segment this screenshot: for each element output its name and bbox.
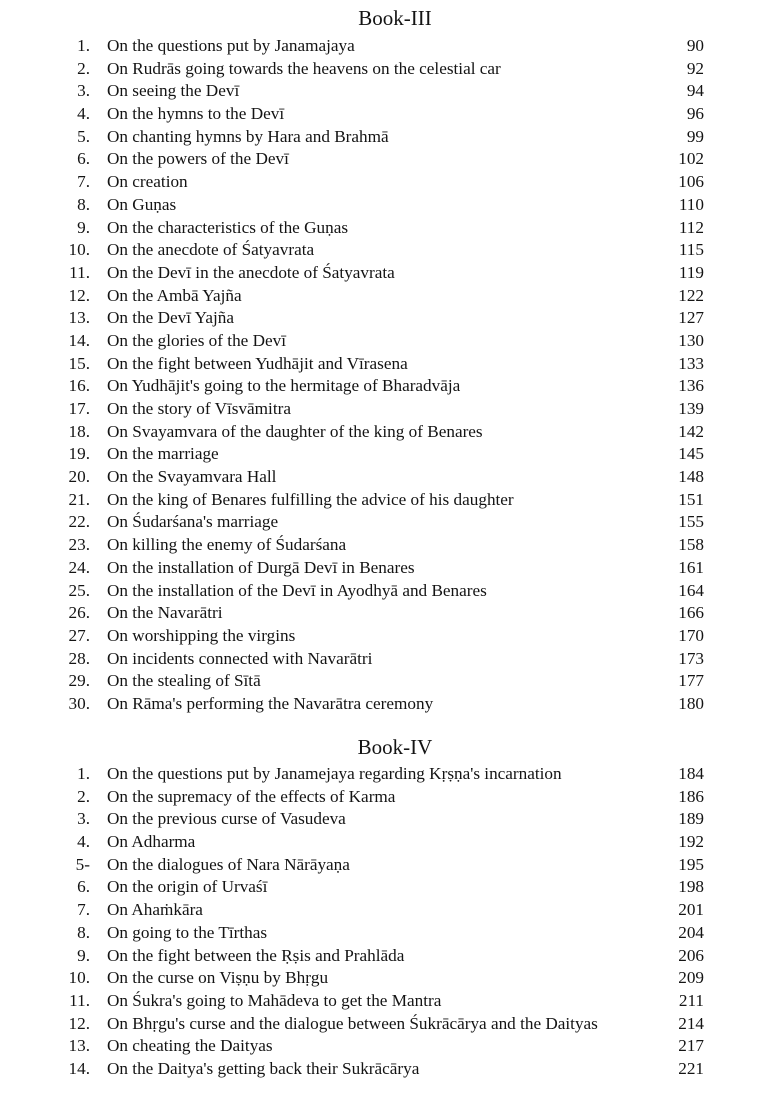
toc-entry — [0, 330, 780, 353]
entry-title: On Ahaṁkāra — [107, 900, 203, 920]
toc-entry — [0, 1035, 780, 1058]
toc-entry — [0, 353, 780, 376]
entry-number: 7. — [77, 172, 90, 192]
entry-number: 24. — [68, 557, 90, 577]
entry-title: On Śudarśana's marriage — [107, 512, 279, 532]
toc-entry — [0, 511, 780, 534]
toc-entry — [0, 217, 780, 240]
entry-title: On Yudhājit's going to the hermitage of Bharadvāja — [107, 376, 461, 396]
toc-entry — [0, 557, 780, 580]
toc-entry — [0, 148, 780, 171]
entry-page-number: 204 — [678, 922, 704, 942]
entry-title: On the Daitya's getting back their Sukrācārya — [107, 1058, 420, 1078]
entry-page-number: 161 — [678, 557, 704, 577]
entry-title: On chanting hymns by Hara and Brahmā — [107, 126, 389, 146]
toc-entry — [0, 35, 780, 58]
entry-number: 21. — [68, 489, 90, 509]
toc-entry — [0, 602, 780, 625]
entry-number: 3. — [77, 809, 90, 829]
entry-page-number: 173 — [678, 648, 704, 668]
entry-number: 6. — [77, 877, 90, 897]
toc-entry — [0, 239, 780, 262]
entry-page-number: 106 — [678, 172, 704, 192]
entry-title: On the origin of Urvaśī — [107, 877, 268, 897]
toc-entry — [0, 854, 780, 877]
entry-number: 1. — [77, 764, 90, 783]
entry-page-number: 189 — [678, 809, 704, 829]
entry-number: 9. — [77, 945, 90, 965]
entry-title: On the Svayamvara Hall — [107, 467, 277, 487]
entry-number: 5- — [75, 854, 90, 874]
toc-list — [0, 763, 780, 1081]
entry-number: 14. — [68, 1058, 90, 1078]
entry-title: On the hymns to the Devī — [107, 104, 285, 124]
entry-page-number: 127 — [678, 308, 704, 328]
entry-title: On the king of Benares fulfilling the advice of his daughter — [107, 489, 514, 509]
entry-page-number: 96 — [686, 104, 704, 124]
entry-page-number: 217 — [678, 1036, 704, 1056]
entry-number: 27. — [68, 625, 90, 645]
entry-title: On seeing the Devī — [107, 81, 240, 101]
toc-entry — [0, 534, 780, 557]
entry-page-number: 186 — [678, 786, 704, 806]
toc-entry — [0, 375, 780, 398]
entry-page-number: 136 — [678, 376, 704, 396]
entry-title: On the powers of the Devī — [107, 149, 289, 169]
entry-title: On the Navarātri — [107, 603, 223, 623]
entry-page-number: 184 — [678, 764, 704, 783]
toc-entry — [0, 398, 780, 421]
entry-title: On Rudrās going towards the heavens on the celestial car — [107, 58, 501, 78]
entry-number: 14. — [68, 330, 90, 350]
entry-number: 6. — [77, 149, 90, 169]
entry-page-number: 151 — [678, 489, 704, 509]
entry-page-number: 195 — [678, 854, 704, 874]
entry-page-number: 110 — [678, 194, 704, 214]
entry-title: On the previous curse of Vasudeva — [107, 809, 346, 829]
toc-entry — [0, 443, 780, 466]
entry-title: On Śukra's going to Mahādeva to get the Mantra — [107, 990, 442, 1010]
toc-entry — [0, 126, 780, 149]
entry-number: 29. — [68, 671, 90, 691]
entry-number: 10. — [68, 240, 90, 260]
entry-page-number: 201 — [678, 900, 704, 920]
entry-number: 9. — [77, 217, 90, 237]
entry-page-number: 166 — [678, 603, 704, 623]
toc-entry — [0, 580, 780, 603]
entry-page-number: 221 — [678, 1058, 704, 1078]
entry-title: On incidents connected with Navarātri — [107, 648, 373, 668]
entry-number: 4. — [77, 104, 90, 124]
toc-entry — [0, 945, 780, 968]
entry-title: On the installation of Durgā Devī in Benares — [107, 557, 415, 577]
entry-title: On the characteristics of the Guṇas — [107, 217, 349, 237]
entry-page-number: 206 — [678, 945, 704, 965]
entry-number: 3. — [77, 81, 90, 101]
toc-entry — [0, 831, 780, 854]
entry-page-number: 122 — [678, 285, 704, 305]
toc-entry — [0, 421, 780, 444]
entry-title: On the Devī Yajña — [107, 308, 234, 328]
toc-entry — [0, 670, 780, 693]
entry-page-number: 115 — [678, 240, 704, 260]
toc-entry — [0, 990, 780, 1013]
entry-title: On killing the enemy of Śudarśana — [107, 535, 347, 555]
entry-page-number: 142 — [678, 421, 704, 441]
entry-number: 15. — [68, 353, 90, 373]
entry-page-number: 192 — [678, 832, 704, 852]
entry-title: On the dialogues of Nara Nārāyaṇa — [107, 854, 350, 874]
toc-entry — [0, 808, 780, 831]
entry-page-number: 119 — [678, 262, 704, 282]
entry-number: 12. — [68, 285, 90, 305]
entry-number: 4. — [77, 832, 90, 852]
entry-title: On the installation of the Devī in Ayodhyā and Benares — [107, 580, 487, 600]
toc-entry — [0, 194, 780, 217]
toc-entry — [0, 58, 780, 81]
entry-title: On Adharma — [107, 832, 196, 852]
entry-number: 8. — [77, 194, 90, 214]
entry-number: 25. — [68, 580, 90, 600]
entry-title: On Rāma's performing the Navarātra ceremony — [107, 693, 434, 713]
entry-title: On the fight between Yudhājit and Vīrasena — [107, 353, 408, 373]
book-title: Book-IV — [357, 735, 433, 759]
toc-entry — [0, 876, 780, 899]
entry-page-number: 164 — [678, 580, 704, 600]
entry-page-number: 99 — [686, 126, 704, 146]
entry-page-number: 180 — [678, 693, 704, 713]
entry-title: On Bhṛgu's curse and the dialogue between Śukrācārya and the Daityas — [107, 1013, 598, 1033]
entry-page-number: 198 — [678, 877, 704, 897]
entry-title: On the supremacy of the effects of Karma — [107, 786, 396, 806]
entry-page-number: 177 — [678, 671, 704, 691]
entry-number: 20. — [68, 467, 90, 487]
toc-entry — [0, 171, 780, 194]
entry-title: On the Ambā Yajña — [107, 285, 242, 305]
entry-number: 11. — [69, 990, 90, 1010]
entry-number: 30. — [68, 693, 90, 713]
toc-entry — [0, 786, 780, 809]
entry-number: 22. — [68, 512, 90, 532]
toc-entry — [0, 489, 780, 512]
entry-number: 17. — [68, 399, 90, 418]
entry-page-number: 155 — [678, 512, 704, 532]
book-iii-section — [0, 4, 780, 716]
toc-entry — [0, 967, 780, 990]
entry-number: 13. — [68, 1036, 90, 1056]
toc-entry — [0, 103, 780, 126]
entry-title: On the glories of the Devī — [107, 330, 286, 350]
entry-title: On going to the Tīrthas — [107, 922, 268, 942]
entry-number: 13. — [68, 308, 90, 328]
entry-number: 23. — [68, 535, 90, 555]
entry-title: On the curse on Viṣṇu by Bhṛgu — [107, 968, 329, 988]
entry-page-number: 133 — [678, 353, 704, 373]
toc-entry — [0, 922, 780, 945]
entry-number: 10. — [68, 968, 90, 988]
entry-page-number: 90 — [686, 36, 704, 55]
entry-title: On the marriage — [107, 444, 219, 464]
entry-page-number: 211 — [678, 990, 704, 1010]
toc-entry — [0, 648, 780, 671]
entry-page-number: 170 — [678, 625, 704, 645]
entry-title: On Svayamvara of the daughter of the king of Benares — [107, 421, 483, 441]
entry-page-number: 130 — [678, 330, 704, 350]
toc-entry — [0, 693, 780, 716]
toc-entry — [0, 262, 780, 285]
entry-title: On Guṇas — [107, 194, 177, 214]
entry-title: On the questions put by Janamejaya regarding Kṛṣṇa's incarnation — [107, 764, 562, 783]
entry-title: On the story of Vīsvāmitra — [107, 399, 291, 418]
entry-number: 19. — [68, 444, 90, 464]
toc-entry — [0, 763, 780, 786]
entry-title: On the anecdote of Śatyavrata — [107, 240, 315, 260]
entry-title: On creation — [107, 172, 188, 192]
toc-entry — [0, 285, 780, 308]
entry-title: On the stealing of Sītā — [107, 671, 261, 691]
toc-entry — [0, 466, 780, 489]
entry-page-number: 145 — [678, 444, 704, 464]
entry-number: 12. — [68, 1013, 90, 1033]
entry-number: 28. — [68, 648, 90, 668]
entry-number: 11. — [69, 262, 90, 282]
entry-number: 18. — [68, 421, 90, 441]
toc-list — [0, 35, 780, 716]
entry-title: On the fight between the Ṛṣis and Prahlāda — [107, 945, 405, 965]
entry-number: 2. — [77, 58, 90, 78]
entry-page-number: 214 — [678, 1013, 704, 1033]
entry-page-number: 112 — [678, 217, 704, 237]
entry-number: 7. — [77, 900, 90, 920]
entry-number: 8. — [77, 922, 90, 942]
entry-title: On the Devī in the anecdote of Śatyavrata — [107, 262, 395, 282]
book-title: Book-III — [358, 6, 432, 30]
toc-entry — [0, 899, 780, 922]
entry-number: 26. — [68, 603, 90, 623]
entry-page-number: 139 — [678, 399, 704, 418]
book-iv-section — [0, 733, 780, 1081]
entry-page-number: 158 — [678, 535, 704, 555]
entry-number: 1. — [77, 36, 90, 55]
toc-entry — [0, 80, 780, 103]
entry-page-number: 102 — [678, 149, 704, 169]
entry-page-number: 209 — [678, 968, 704, 988]
toc-entry — [0, 625, 780, 648]
entry-title: On the questions put by Janamajaya — [107, 36, 355, 55]
toc-entry — [0, 307, 780, 330]
entry-title: On worshipping the virgins — [107, 625, 296, 645]
entry-page-number: 94 — [686, 81, 704, 101]
entry-page-number: 92 — [686, 58, 704, 78]
entry-page-number: 148 — [678, 467, 704, 487]
toc-entry — [0, 1058, 780, 1081]
entry-number: 2. — [77, 786, 90, 806]
entry-number: 16. — [68, 376, 90, 396]
entry-number: 5. — [77, 126, 90, 146]
entry-title: On cheating the Daityas — [107, 1036, 273, 1056]
toc-entry — [0, 1013, 780, 1036]
